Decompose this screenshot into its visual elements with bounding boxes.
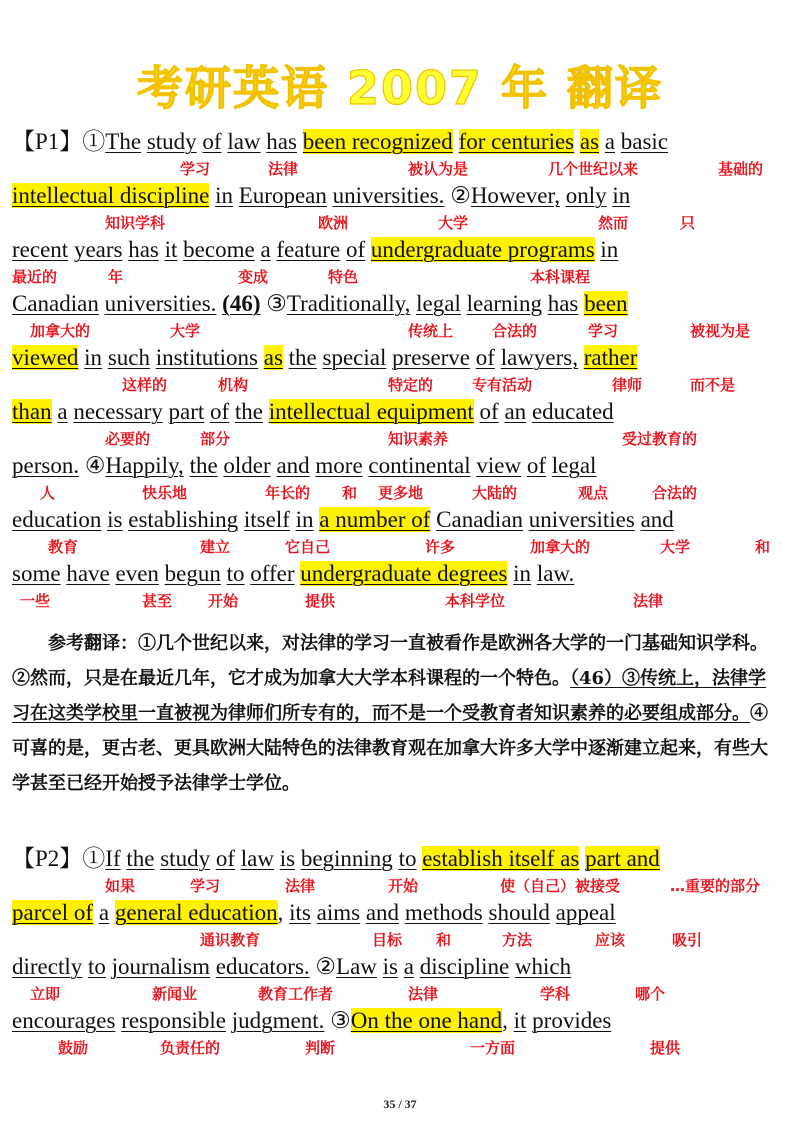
english-word: part bbox=[168, 399, 205, 424]
english-word: a bbox=[604, 129, 616, 154]
english-word: provides bbox=[532, 1008, 612, 1033]
english-word: to bbox=[398, 846, 417, 871]
english-text bbox=[12, 290, 628, 318]
english-word: recent bbox=[12, 237, 69, 262]
chinese-gloss: 更多地 bbox=[378, 484, 424, 502]
english-text bbox=[12, 1007, 611, 1035]
text-segment: ③ bbox=[324, 1008, 351, 1033]
chinese-gloss: 哪个 bbox=[635, 985, 666, 1003]
chinese-gloss: 立即 bbox=[30, 985, 61, 1003]
english-word: a bbox=[403, 954, 414, 979]
english-word: discipline bbox=[419, 954, 510, 979]
p1-line bbox=[12, 236, 788, 266]
chinese-gloss: 目标 bbox=[372, 931, 403, 949]
chinese-gloss: 合法的 bbox=[492, 322, 538, 340]
highlighted-phrase: On the one hand bbox=[350, 1008, 503, 1033]
chinese-gloss: 加拿大的 bbox=[30, 322, 91, 340]
chinese-gloss: 部分 bbox=[200, 430, 231, 448]
highlighted-phrase: establish itself as bbox=[422, 846, 580, 871]
english-text bbox=[12, 899, 616, 927]
english-word: aims bbox=[316, 900, 361, 925]
english-word: it bbox=[164, 237, 178, 262]
highlighted-phrase: parcel of bbox=[12, 900, 94, 925]
chinese-gloss: 机构 bbox=[218, 376, 249, 394]
english-word: of bbox=[346, 237, 366, 262]
chinese-gloss: 鼓励 bbox=[58, 1039, 89, 1057]
english-word: special bbox=[322, 345, 387, 370]
english-word: has bbox=[128, 237, 159, 262]
english-word: a bbox=[57, 399, 68, 424]
page-number: 35 / 37 bbox=[383, 1097, 417, 1111]
chinese-gloss: 本科课程 bbox=[530, 268, 591, 286]
english-word: and bbox=[640, 507, 674, 532]
chinese-gloss: 只 bbox=[680, 214, 696, 232]
chinese-gloss: 知识素养 bbox=[388, 430, 449, 448]
english-word: universities. bbox=[104, 291, 217, 316]
chinese-gloss: 新闻业 bbox=[152, 985, 198, 1003]
english-word: study bbox=[146, 129, 197, 154]
p1-line bbox=[12, 344, 788, 374]
chinese-gloss: 受过教育的 bbox=[622, 430, 698, 448]
chinese-gloss: 建立 bbox=[200, 538, 231, 556]
english-word: law bbox=[227, 129, 261, 154]
english-word: should bbox=[488, 900, 550, 925]
english-word: is bbox=[107, 507, 123, 532]
chinese-gloss: 通识教育 bbox=[200, 931, 261, 949]
chinese-gloss: 法律 bbox=[268, 160, 299, 178]
english-word: more bbox=[315, 453, 363, 478]
english-word: judgment. bbox=[231, 1008, 325, 1033]
reference-translation bbox=[12, 626, 782, 801]
highlighted-phrase: been bbox=[584, 291, 628, 316]
english-word: legal bbox=[416, 291, 461, 316]
english-text bbox=[12, 560, 574, 588]
english-word: directly bbox=[12, 954, 83, 979]
english-text bbox=[12, 452, 596, 480]
p1-line bbox=[12, 452, 788, 482]
english-word: of bbox=[479, 399, 499, 424]
highlighted-phrase: been recognized bbox=[302, 129, 453, 154]
chinese-gloss: 最近的 bbox=[12, 268, 58, 286]
english-word: continental bbox=[368, 453, 471, 478]
highlighted-phrase: as bbox=[579, 129, 600, 154]
reference-text: 参考翻译：①几个世纪以来，对法律的学习一直被看作是欧洲各大学的一门基础知识学科。②然而，只是在最近几年，它才成为加拿大大学本科课程的一个特色。 bbox=[12, 633, 768, 689]
chinese-gloss: 法律 bbox=[285, 877, 316, 895]
english-word: Happily, bbox=[105, 453, 184, 478]
english-word: However, bbox=[470, 183, 560, 208]
chinese-gloss: 人 bbox=[40, 484, 56, 502]
text-segment bbox=[578, 345, 584, 370]
english-word: lawyers, bbox=[500, 345, 578, 370]
english-word: have bbox=[66, 561, 110, 586]
chinese-gloss: 使（自己）被接受 bbox=[500, 877, 621, 895]
chinese-gloss: 判断 bbox=[305, 1039, 336, 1057]
chinese-gloss: 本科学位 bbox=[445, 592, 506, 610]
chinese-gloss: 一方面 bbox=[470, 1039, 516, 1057]
chinese-gloss: 变成 bbox=[238, 268, 269, 286]
chinese-gloss: 如果 bbox=[105, 877, 136, 895]
english-word: appeal bbox=[555, 900, 616, 925]
english-word: learning bbox=[466, 291, 542, 316]
english-text bbox=[12, 236, 618, 264]
english-word: a bbox=[260, 237, 271, 262]
chinese-gloss: 和 bbox=[436, 931, 452, 949]
english-word: preserve bbox=[392, 345, 471, 370]
english-word: view bbox=[476, 453, 522, 478]
chinese-gloss: …重要的部分 bbox=[670, 877, 761, 895]
english-word: basic bbox=[620, 129, 669, 154]
p2-line bbox=[12, 1007, 788, 1037]
chinese-gloss: 这样的 bbox=[122, 376, 168, 394]
text-segment: 【P2】① bbox=[12, 846, 106, 871]
english-word: the bbox=[189, 453, 218, 478]
english-word: and bbox=[365, 900, 400, 925]
text-segment: ② bbox=[444, 183, 471, 208]
chinese-gloss: 年 bbox=[108, 268, 124, 286]
chinese-gloss: 大陆的 bbox=[472, 484, 518, 502]
highlighted-phrase: as bbox=[263, 345, 283, 370]
chinese-gloss: 学科 bbox=[540, 985, 571, 1003]
english-word: universities bbox=[528, 507, 635, 532]
chinese-gloss: 而不是 bbox=[690, 376, 736, 394]
english-word: law bbox=[240, 846, 274, 871]
english-word: universities. bbox=[332, 183, 445, 208]
chinese-gloss: 学习 bbox=[588, 322, 619, 340]
chinese-gloss: 和 bbox=[342, 484, 358, 502]
english-word: Law bbox=[336, 954, 377, 979]
highlighted-phrase: a number of bbox=[319, 507, 431, 532]
english-word: feature bbox=[276, 237, 341, 262]
english-word: and bbox=[276, 453, 310, 478]
english-word: Canadian bbox=[12, 291, 99, 316]
chinese-gloss: 被视为是 bbox=[690, 322, 751, 340]
reference-underlined-sentence: （46）③传统上，法律学习在这类学校里一直被视为律师们所专有的，而不是一个受教育者知识素养的必要组成部分。 bbox=[12, 668, 767, 724]
chinese-gloss: 大学 bbox=[660, 538, 691, 556]
english-text bbox=[12, 845, 660, 873]
text-segment: , bbox=[502, 1008, 514, 1033]
english-word: educators. bbox=[215, 954, 310, 979]
english-word: has bbox=[266, 129, 297, 154]
english-word: its bbox=[289, 900, 311, 925]
highlighted-phrase: undergraduate programs bbox=[370, 237, 595, 262]
english-word: legal bbox=[551, 453, 597, 478]
english-text bbox=[12, 953, 571, 981]
p1-line bbox=[12, 560, 788, 590]
chinese-gloss: 提供 bbox=[650, 1039, 681, 1057]
chinese-gloss: 法律 bbox=[633, 592, 664, 610]
text-segment: 【P1】① bbox=[12, 129, 106, 154]
english-word: necessary bbox=[73, 399, 163, 424]
english-word: person. bbox=[12, 453, 80, 478]
chinese-gloss: 专有活动 bbox=[472, 376, 533, 394]
p2-line bbox=[12, 899, 788, 929]
english-word: only bbox=[565, 183, 607, 208]
chinese-gloss: 然而 bbox=[598, 214, 629, 232]
chinese-gloss: 传统上 bbox=[408, 322, 454, 340]
english-word: in bbox=[600, 237, 619, 262]
chinese-gloss: 基础的 bbox=[718, 160, 764, 178]
english-word: education bbox=[12, 507, 102, 532]
english-word: the bbox=[126, 846, 155, 871]
chinese-gloss: 方法 bbox=[502, 931, 533, 949]
text-segment: , bbox=[277, 900, 290, 925]
english-word: of bbox=[210, 399, 230, 424]
english-word: If bbox=[105, 846, 121, 871]
english-word: institutions bbox=[155, 345, 258, 370]
chinese-gloss: 特色 bbox=[328, 268, 359, 286]
p2-line bbox=[12, 953, 788, 983]
chinese-gloss: 应该 bbox=[595, 931, 626, 949]
p1-line bbox=[12, 290, 788, 320]
english-word: in bbox=[84, 345, 103, 370]
chinese-gloss: 大学 bbox=[170, 322, 201, 340]
english-word: encourages bbox=[12, 1008, 116, 1033]
text-segment bbox=[453, 129, 459, 154]
chinese-gloss: 教育 bbox=[48, 538, 79, 556]
english-word: some bbox=[12, 561, 61, 586]
english-word: responsible bbox=[121, 1008, 226, 1033]
chinese-gloss: 知识学科 bbox=[105, 214, 166, 232]
english-word: Canadian bbox=[436, 507, 524, 532]
english-word: older bbox=[223, 453, 271, 478]
english-word: in bbox=[612, 183, 631, 208]
english-word: even bbox=[115, 561, 159, 586]
english-text bbox=[12, 398, 614, 426]
highlighted-phrase: viewed bbox=[12, 345, 79, 370]
chinese-gloss: 合法的 bbox=[652, 484, 698, 502]
chinese-gloss: 学习 bbox=[190, 877, 221, 895]
english-text bbox=[12, 506, 674, 534]
english-word: has bbox=[547, 291, 579, 316]
p2-line bbox=[12, 845, 788, 875]
english-word: (46) bbox=[222, 291, 261, 316]
highlighted-phrase: undergraduate degrees bbox=[300, 561, 508, 586]
english-word: of bbox=[475, 345, 495, 370]
highlighted-phrase: general education bbox=[114, 900, 278, 925]
english-word: journalism bbox=[111, 954, 211, 979]
english-word: educated bbox=[531, 399, 614, 424]
chinese-gloss: 和 bbox=[755, 538, 771, 556]
text-segment: ② bbox=[309, 954, 337, 979]
highlighted-phrase: for centuries bbox=[458, 129, 575, 154]
english-word: an bbox=[504, 399, 527, 424]
highlighted-phrase: rather bbox=[583, 345, 638, 370]
chinese-gloss: 加拿大的 bbox=[530, 538, 591, 556]
english-text bbox=[12, 182, 630, 210]
page-title: 考研英语 2007 年 翻译 bbox=[136, 61, 664, 115]
english-word: The bbox=[105, 129, 142, 154]
highlighted-phrase: part and bbox=[585, 846, 660, 871]
english-text bbox=[12, 128, 668, 156]
chinese-gloss: 学习 bbox=[180, 160, 211, 178]
chinese-gloss: 开始 bbox=[388, 877, 419, 895]
english-text bbox=[12, 344, 637, 372]
english-word: to bbox=[226, 561, 245, 586]
english-word: of bbox=[215, 846, 235, 871]
english-word: such bbox=[107, 345, 150, 370]
english-word: a bbox=[98, 900, 110, 925]
english-word: in bbox=[215, 183, 233, 208]
english-word: to bbox=[88, 954, 106, 979]
chinese-gloss: 一些 bbox=[20, 592, 51, 610]
chinese-gloss: 律师 bbox=[612, 376, 643, 394]
chinese-gloss: 大学 bbox=[438, 214, 469, 232]
english-word: the bbox=[234, 399, 264, 424]
english-word: begun bbox=[164, 561, 221, 586]
english-word: is bbox=[279, 846, 296, 871]
chinese-gloss: 甚至 bbox=[142, 592, 173, 610]
english-word: Traditionally, bbox=[286, 291, 411, 316]
chinese-gloss: 许多 bbox=[425, 538, 456, 556]
chinese-gloss: 提供 bbox=[305, 592, 336, 610]
english-word: offer bbox=[250, 561, 295, 586]
p1-line bbox=[12, 398, 788, 428]
reference-text-end: ④可喜的是，更古老、更具欧洲大陆特色的法律教育观在加拿大许多大学中逐渐建立起来，有些大学甚至已经开始授予法律学士学位。 bbox=[12, 703, 768, 794]
english-word: European bbox=[238, 183, 327, 208]
chinese-gloss: 观点 bbox=[578, 484, 609, 502]
english-word: is bbox=[382, 954, 399, 979]
text-segment bbox=[258, 345, 264, 370]
chinese-gloss: 特定的 bbox=[388, 376, 434, 394]
chinese-gloss: 欧洲 bbox=[318, 214, 349, 232]
english-word: become bbox=[183, 237, 255, 262]
chinese-gloss: 它自己 bbox=[285, 538, 331, 556]
text-segment: ④ bbox=[79, 453, 106, 478]
chinese-gloss: 年长的 bbox=[265, 484, 311, 502]
english-word: methods bbox=[404, 900, 483, 925]
english-word: of bbox=[526, 453, 546, 478]
english-word: beginning bbox=[300, 846, 393, 871]
chinese-gloss: 必要的 bbox=[105, 430, 151, 448]
highlighted-phrase: intellectual equipment bbox=[268, 399, 474, 424]
chinese-gloss: 教育工作者 bbox=[258, 985, 334, 1003]
english-word: study bbox=[160, 846, 211, 871]
chinese-gloss: 法律 bbox=[408, 985, 439, 1003]
chinese-gloss: 被认为是 bbox=[408, 160, 469, 178]
highlighted-phrase: intellectual discipline bbox=[12, 183, 210, 208]
chinese-gloss: 开始 bbox=[208, 592, 239, 610]
english-word: itself bbox=[243, 507, 290, 532]
english-word: which bbox=[514, 954, 572, 979]
chinese-gloss: 快乐地 bbox=[142, 484, 188, 502]
english-word: the bbox=[288, 345, 317, 370]
chinese-gloss: 负责任的 bbox=[160, 1039, 221, 1057]
english-word: years bbox=[73, 237, 123, 262]
english-word: establishing bbox=[128, 507, 239, 532]
chinese-gloss: 几个世纪以来 bbox=[548, 160, 639, 178]
p1-line bbox=[12, 182, 788, 212]
english-word: law. bbox=[536, 561, 575, 586]
english-word: it bbox=[513, 1008, 527, 1033]
text-segment bbox=[574, 129, 580, 154]
english-word: in bbox=[513, 561, 532, 586]
text-segment: ③ bbox=[260, 291, 287, 316]
chinese-gloss: 吸引 bbox=[672, 931, 703, 949]
english-word: in bbox=[295, 507, 314, 532]
p1-line bbox=[12, 128, 788, 158]
highlighted-phrase: than bbox=[12, 399, 52, 424]
text-segment bbox=[297, 129, 303, 154]
text-segment bbox=[263, 399, 269, 424]
text-segment bbox=[109, 900, 115, 925]
english-word: of bbox=[202, 129, 222, 154]
p1-line bbox=[12, 506, 788, 536]
